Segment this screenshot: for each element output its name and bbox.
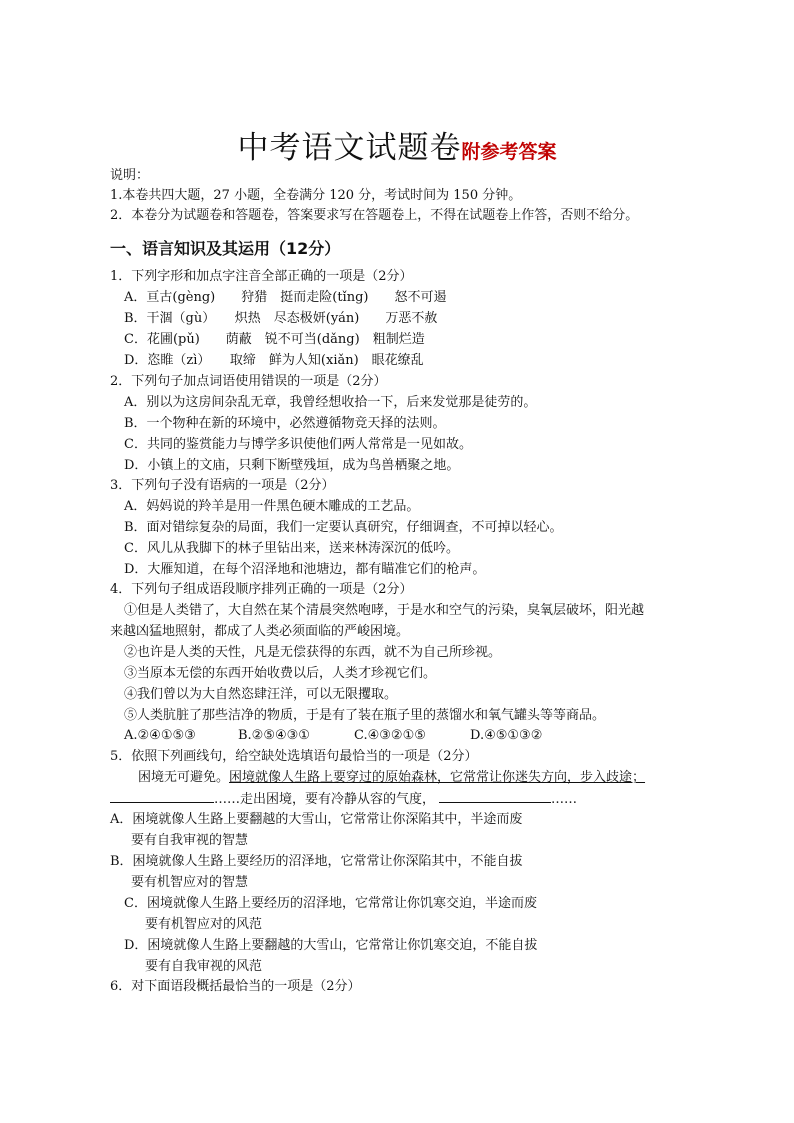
- answer-blank: [110, 790, 214, 803]
- page-title: [0, 122, 794, 167]
- question-option: B.②⑤④③①: [238, 728, 310, 743]
- passage-sentence: ⑤人类肮脏了那些洁净的物质，于是有了装在瓶子里的蒸馏水和氧气罐头等等商品。: [124, 708, 606, 723]
- question-option: B．一个物种在新的环境中，必然遵循物竞天择的法则。: [124, 416, 446, 431]
- question-option: C．风儿从我脚下的林子里钻出来，送来林涛深沉的低吟。: [124, 541, 459, 556]
- question-stem: 1．下列字形和加点字注音全部正确的一项是（2分）: [110, 269, 413, 284]
- question-option-continued: 要有机智应对的风范: [145, 917, 263, 932]
- question-option-continued: 要有自我审视的智慧: [131, 833, 249, 848]
- question-option: D.④⑤①③②: [470, 728, 543, 743]
- question-option: B．面对错综复杂的局面，我们一定要认真研究，仔细调查，不可掉以轻心。: [124, 520, 563, 535]
- q5-ellipsis: ……: [551, 792, 578, 807]
- question-option-continued: 要有自我审视的风范: [145, 959, 263, 974]
- q4-options-row: [124, 727, 542, 745]
- question-option-continued: 要有机智应对的智慧: [131, 875, 249, 890]
- question-option: A．亘古(gèng) 狩猎 挺而走险(tǐng) 怒不可遏: [124, 290, 447, 305]
- question-option: C．困境就像人生路上要经历的沼泽地，它常常让你饥寒交迫，半途而废: [124, 896, 537, 911]
- answer-blank: [439, 790, 551, 803]
- section-heading: 一、语言知识及其运用（12分）: [110, 239, 341, 258]
- instructions-label: 说明：: [110, 168, 150, 183]
- instruction-item: 2．本卷分为试题卷和答题卷，答案要求写在答题卷上，不得在试题卷上作答，否则不给分。: [110, 208, 639, 223]
- question-option: D．困境就像人生路上要翻越的大雪山，它常常让你饥寒交迫，不能自拔: [124, 938, 538, 953]
- passage-sentence: ①但是人类错了，大自然在某个清晨突然咆哮，于是水和空气的污染，臭氧层破坏，阳光越: [124, 603, 645, 618]
- question-option: C．花圃(pǔ) 荫蔽 锐不可当(dǎng) 粗制烂造: [124, 332, 425, 347]
- question-option: A．困境就像人生路上要翻越的大雪山，它常常让你深陷其中，半途而废: [110, 812, 523, 827]
- question-option: D．小镇上的文庙，只剩下断壁残垣，成为鸟兽栖聚之地。: [124, 458, 460, 473]
- question-stem: 6．对下面语段概括最恰当的一项是（2分）: [110, 979, 361, 994]
- question-stem: 4．下列句子组成语段顺序排列正确的一项是（2分）: [110, 582, 413, 597]
- question-option: D．恣睢（zì） 取缔 鲜为人知(xiǎn) 眼花缭乱: [124, 353, 424, 368]
- question-option: A.②④①⑤③: [124, 728, 196, 743]
- question-option: C.④③②①⑤: [354, 728, 426, 743]
- question-option: B．困境就像人生路上要经历的沼泽地，它常常让你深陷其中，不能自拔: [110, 854, 523, 869]
- question-stem: 5．依照下列画线句，给空缺处选填语句最恰当的一项是（2分）: [110, 749, 478, 764]
- passage-sentence: ④我们曾以为大自然恣肆汪洋，可以无限攫取。: [124, 687, 398, 702]
- question-option: C．共同的鉴赏能力与博学多识使他们两人常常是一见如故。: [124, 437, 472, 452]
- passage-sentence: 来越凶猛地照射，都成了人类必须面临的严峻困境。: [110, 624, 410, 639]
- question-option: A．别以为这房间杂乱无章，我曾经想收拾一下，后来发觉那是徒劳的。: [124, 395, 537, 410]
- q5-prompt-line: [138, 769, 645, 787]
- question-option: A．妈妈说的羚羊是用一件黑色硬木雕成的工艺品。: [124, 499, 420, 514]
- question-stem: 3．下列句子没有语病的一项是（2分）: [110, 478, 335, 493]
- question-option: B．干涸（gù） 炽热 尽态极妍(yán) 万恶不赦: [124, 311, 438, 326]
- passage-sentence: ③当原本无偿的东西开始收费以后，人类才珍视它们。: [124, 666, 437, 681]
- title-sub: 附参考答案: [461, 141, 557, 163]
- q5-middle-text: ……走出困境，要有冷静从容的气度，: [214, 792, 436, 807]
- q5-lead: 困境无可避免。: [138, 770, 230, 785]
- title-main: 中考语文试题卷: [237, 130, 462, 166]
- q5-underlined-sentence: 困境就像人生路上要穿过的原始森林，它常常让你迷失方向，步入歧途；: [229, 770, 646, 785]
- q5-blank-line: [110, 790, 577, 809]
- question-option: D．大雁知道，在每个沼泽地和池塘边，都有瞄准它们的枪声。: [124, 562, 486, 577]
- passage-sentence: ②也许是人类的天性，凡是无偿获得的东西，就不为自己所珍视。: [124, 645, 502, 660]
- question-stem: 2．下列句子加点词语使用错误的一项是（2分）: [110, 374, 387, 389]
- instruction-item: 1.本卷共四大题，27 小题，全卷满分 120 分，考试时间为 150 分钟。: [110, 188, 522, 203]
